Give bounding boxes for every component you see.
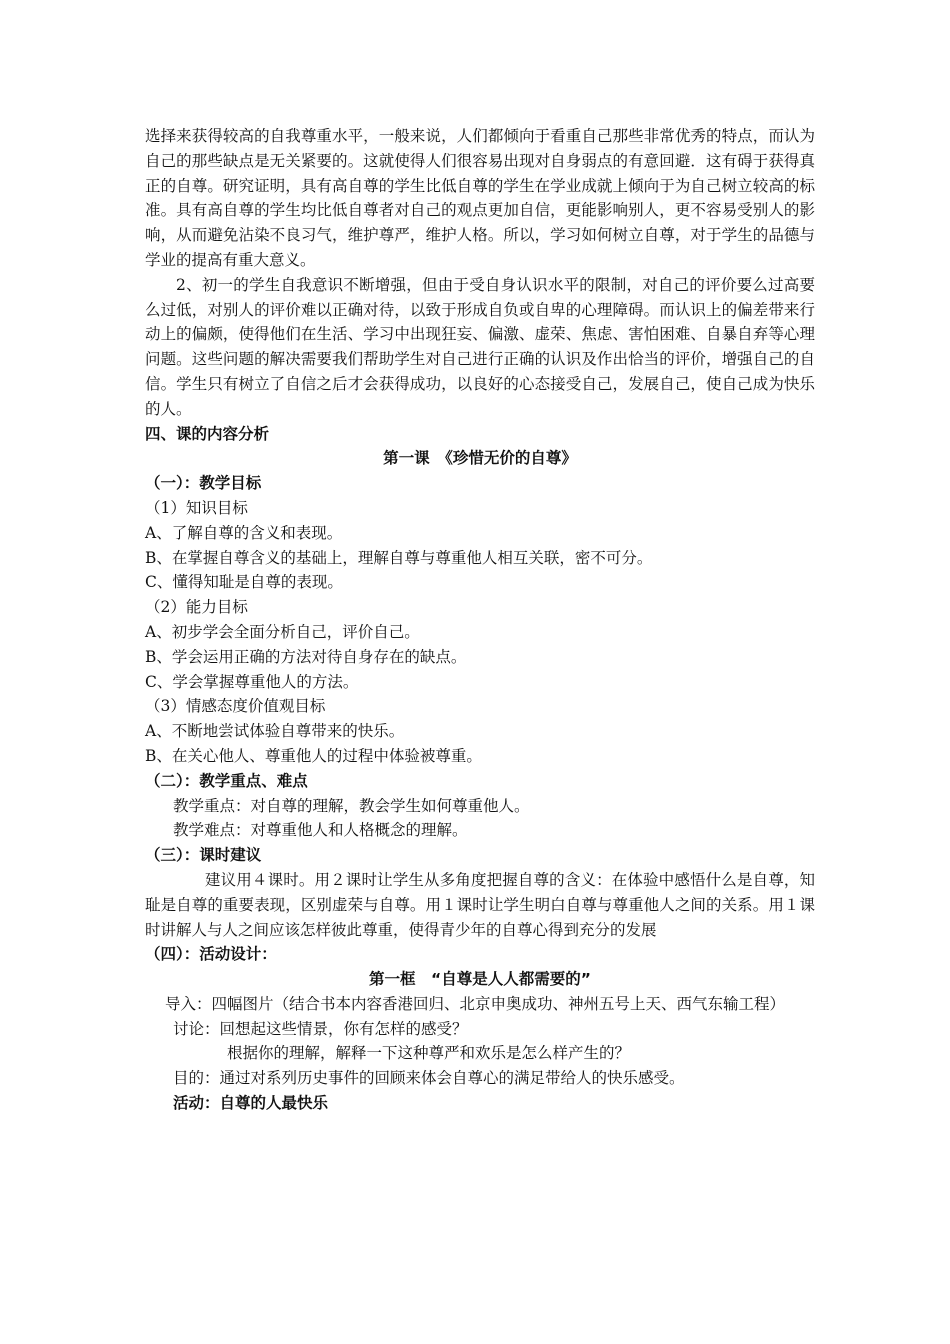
emotion-goal-item: A、不断地尝试体验自尊带来的快乐。 (145, 722, 405, 741)
ability-goal-item: A、初步学会全面分析自己，评价自己。 (145, 622, 420, 641)
activity-title: 活动：自尊的人最快乐 (173, 1094, 329, 1113)
knowledge-goal-item: C、懂得知耻是自尊的表现。 (145, 573, 343, 592)
keypoints-heading: （二）：教学重点、难点 (145, 771, 308, 790)
ability-goal-title: （2）能力目标 (145, 598, 248, 617)
emotion-goal-item: B、在关心他人、尊重他人的过程中体验被尊重。 (145, 746, 482, 765)
intro-paragraph-1: 选择来获得较高的自我尊重水平，一般来说，人们都倾向于看重自己那些非常优秀的特点，而认为自己的那些缺点是无关紧要的。这就使得人们很容易出现对自身弱点的有意回避．这有碍于获得真正的自尊。研究证明，具有高自尊的学生比低自尊的学生在学业成就上倾向于为自己树立较高的标准。具有高自尊的学生均比低自尊者对自己的观点更加自信，更能影响别人，更不容易受别人的影响，从而避免沾染不良习气，维护尊严，维护人格。所以，学习如何树立自尊，对于学生的品德与学业的提高有重大意义。 (145, 127, 815, 269)
knowledge-goal-item: A、了解自尊的含义和表现。 (145, 523, 343, 542)
emotion-goal-title: （3）情感态度价值观目标 (145, 697, 326, 716)
activity-discussion: 讨论：回想起这些情景，你有怎样的感受？ (173, 1019, 468, 1038)
goals-heading: （一）：教学目标 (145, 474, 262, 493)
activity-purpose: 目的：通过对系列历史事件的回顾来体会自尊心的满足带给人的快乐感受。 (173, 1069, 685, 1088)
activity-heading: （四）：活动设计： (145, 945, 277, 964)
lesson-title: 第一课 《珍惜无价的自尊》 (383, 449, 577, 468)
difficulty-point: 教学难点：对尊重他人和人格概念的理解。 (173, 821, 468, 840)
schedule-text: 建议用４课时。用２课时让学生从多角度把握自尊的含义：在体验中感悟什么是自尊，知耻是自尊的重要表现，区别虚荣与自尊。用１课时让学生明白自尊与尊重他人之间的关系。用１课时讲解人与人之间应该怎样彼此尊重，使得青少年的自尊心得到充分的发展 (145, 870, 815, 939)
knowledge-goal-title: （1）知识目标 (145, 498, 248, 517)
activity-intro: 导入：四幅图片（结合书本内容香港回归、北京申奥成功、神州五号上天、西气东输工程） (165, 994, 786, 1013)
ability-goal-item: C、学会掌握尊重他人的方法。 (145, 672, 359, 691)
section-heading: 四、课的内容分析 (145, 424, 270, 443)
schedule-heading: （三）：课时建议 (145, 846, 262, 865)
frame-title: 第一框 “自尊是人人都需要的” (369, 970, 591, 989)
knowledge-goal-item: B、在掌握自尊含义的基础上，理解自尊与尊重他人相互关联，密不可分。 (145, 548, 653, 567)
activity-discussion-2: 根据你的理解，解释一下这种尊严和欢乐是怎么样产生的？ (227, 1044, 631, 1063)
document-body (145, 124, 815, 1116)
intro-paragraph-2: 2、初一的学生自我意识不断增强，但由于受自身认识水平的限制，对自己的评价要么过高要么过低，对别人的评价难以正确对待，以致于形成自负或自卑的心理障碍。而认识上的偏差带来行动上的偏颇，使得他们在生活、学习中出现狂妄、偏激、虚荣、焦虑、害怕困难、自暴自弃等心理问题。这些问题的解决需要我们帮助学生对自己进行正确的认识及作出恰当的评价，增强自己的自信。学生只有树立了自信之后才会获得成功，以良好的心态接受自己，发展自己，使自己成为快乐的人。 (145, 275, 815, 418)
ability-goal-item: B、学会运用正确的方法对待自身存在的缺点。 (145, 647, 467, 666)
key-point: 教学重点：对自尊的理解，教会学生如何尊重他人。 (173, 796, 530, 815)
